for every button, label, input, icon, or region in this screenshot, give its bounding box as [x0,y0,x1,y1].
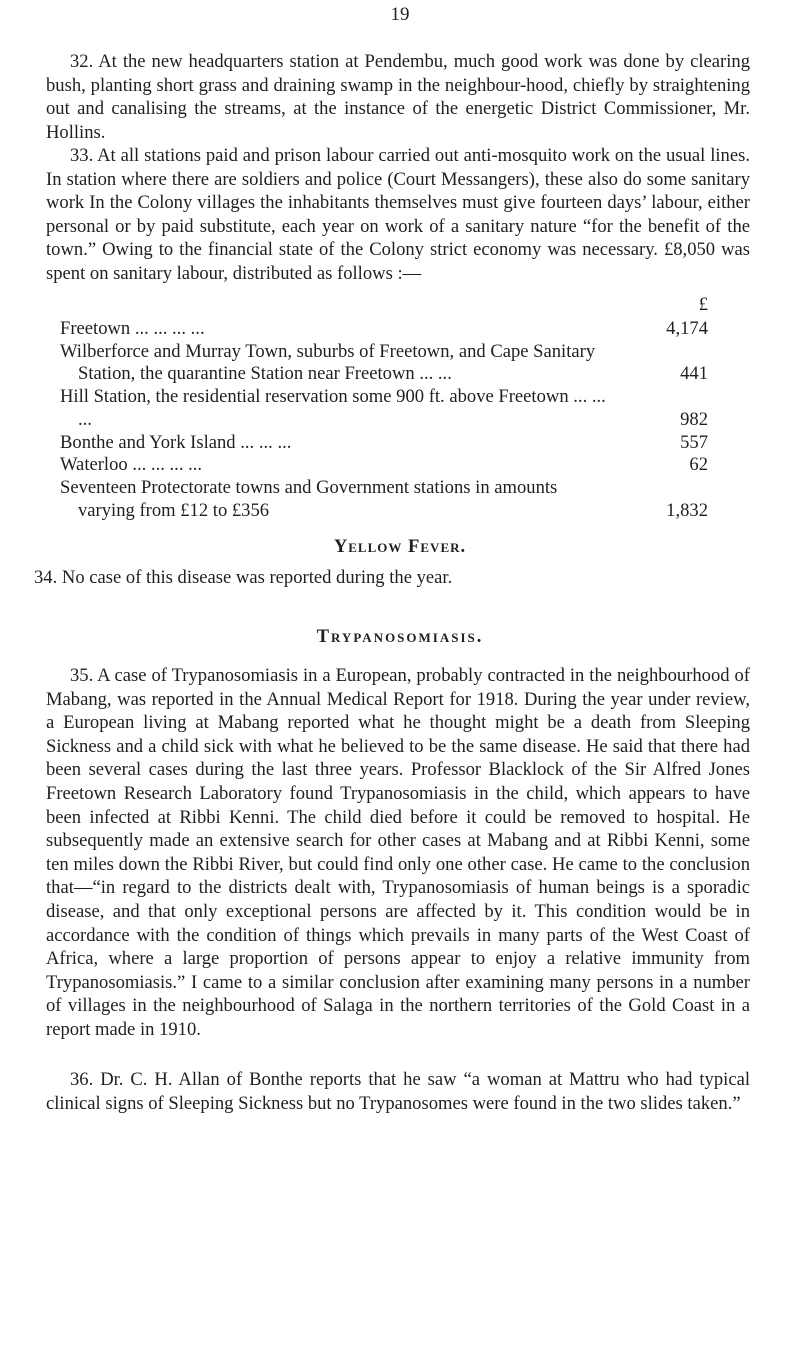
ledger-place: Seventeen Protectorate towns and Government stations in amounts varying from £12 to £356 [60,476,558,521]
ledger-place: Hill Station, the residential reservation some 900 ft. above Freetown ... ... ... [60,386,606,430]
ledger-amount: 1,832 [666,499,708,521]
section-heading-trypanosomiasis: Trypanosomiasis. [316,626,484,647]
section-heading-yellow-fever: Yellow Fever. [333,536,467,557]
page-number: 19 [390,4,410,25]
ledger-amount: 441 [680,363,708,385]
paragraph-36: 36. Dr. C. H. Allan of Bonthe reports that he saw “a woman at Mattru who had typical clinical signs of Sleeping Sickness but no Trypanosomes were found in the two slides taken.” [46,1069,750,1114]
ledger-place: Bonthe and York Island ... ... ... [60,431,292,453]
ledger-entry [60,454,708,477]
currency-header: £ [698,294,708,315]
ledger-entry [60,477,708,522]
ledger-entry [60,432,708,455]
paragraph-35: 35. A case of Trypanosomiasis in a European, probably contracted in the neighbourhood of Mabang, was reported in the Annual Medical Report for 1918. During the year under review, a European living at Mabang reported what he thought might be a death from Sleeping Sickness and a child sick with what he believed to be the same disease. He said that there had been several cases during the last three years. Professor Blacklock of the Sir Alfred Jones Freetown Research Laboratory found Trypanosomiasis in the child, which appears to have been infected at Ribbi Kenni. The child died before it could be removed to hospital. He subsequently made an extensive search for other cases at Mabang and at Ribbi Kenni, some ten miles down the Ribbi River, but could find only one other case. He came to the conclusion that—“in regard to the districts dealt with, Trypanosomiasis of human beings is a sporadic disease, and that only exceptional persons are affected by it. This condition would be in accordance with the condition of things which prevails in many parts of the West Coast of Africa, where a large proportion of persons appear to enjoy a relative immunity from Trypanosomiasis.” I came to a similar conclusion after examining many persons in a number of villages in the neighbourhood of Salaga in the northern territories of the Gold Coast in a report made in 1910. [46,665,750,1040]
ledger-place: Wilberforce and Murray Town, suburbs of Freetown, and Cape Sanitary Station, the quarantine Station near Freetown ... ... [60,340,596,385]
ledger-amount: 62 [689,454,708,476]
ledger-amount: 557 [680,431,708,453]
ledger-place: Waterloo ... ... ... ... [60,454,203,476]
ledger-entry [60,318,708,341]
paragraph-32: 32. At the new headquarters station at Pendembu, much good work was done by clearing bush, planting short grass and draining swamp in the neighbour-hood, chiefly by straightening out and canalising the streams, at the instance of the energetic District Commissioner, Mr. Hollins. [46,51,750,143]
ledger-entry [60,386,708,431]
ledger-amount: 4,174 [666,318,708,339]
ledger-amount: 982 [680,408,708,430]
paragraph-34: 34. No case of this disease was reported during the year. [34,567,453,588]
sanitary-labour-ledger [60,318,708,522]
ledger-place: Freetown ... ... ... ... [60,318,205,339]
paragraph-33: 33. At all stations paid and prison labour carried out anti-mosquito work on the usual lines. In station where there are soldiers and police (Court Messangers), these also do some sanitary work In the Colony villages the inhabitants themselves must give fourteen days’ labour, either personal or by paid substitute, each year on work of a sanitary nature “for the benefit of the town.” Owing to the financial state of the Colony strict economy was necessary. £8,050 was spent on sanitary labour, distributed as follows :— [46,145,750,284]
ledger-entry [60,341,708,386]
